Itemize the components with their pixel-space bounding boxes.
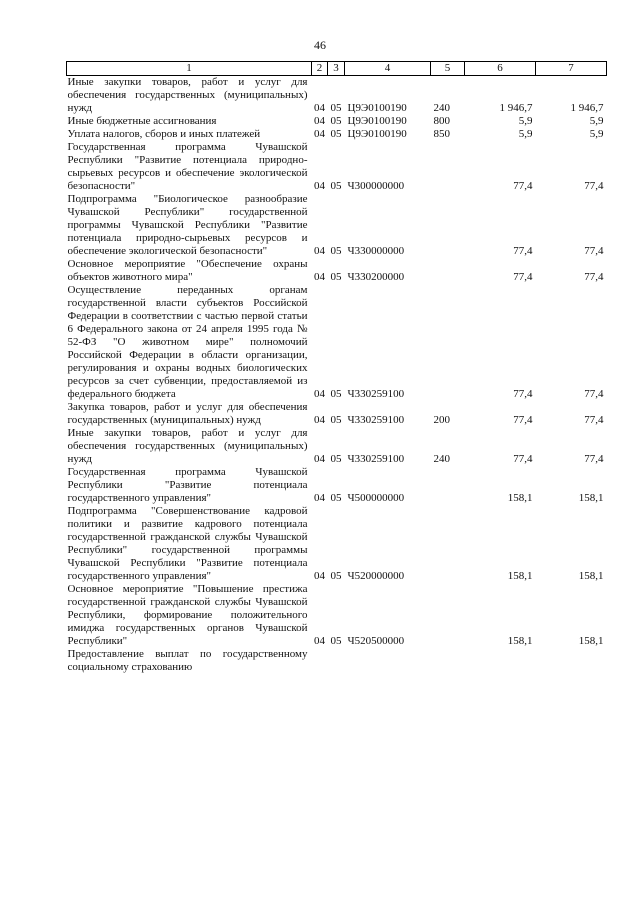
row-value-2: 77,4 bbox=[584, 271, 604, 283]
row-name: Основное мероприятие "Обеспечение охраны объектов животного мира" bbox=[67, 258, 308, 283]
row-section: 04 bbox=[314, 492, 325, 504]
row-name: Иные бюджетные ассигнования bbox=[67, 115, 217, 127]
row-value-1: 1 946,7 bbox=[499, 102, 533, 114]
row-target-code: Ч330259100 bbox=[347, 453, 405, 465]
row-section: 04 bbox=[314, 414, 325, 426]
row-value-1: 77,4 bbox=[513, 453, 533, 465]
row-section: 04 bbox=[314, 128, 325, 140]
row-target-code: Ц9Э0100190 bbox=[347, 115, 407, 127]
row-value-2: 77,4 bbox=[584, 414, 604, 426]
row-subsection: 05 bbox=[330, 115, 342, 127]
table-row bbox=[67, 284, 607, 401]
row-expense-type: 240 bbox=[433, 453, 450, 465]
row-value-1 bbox=[465, 648, 536, 674]
row-expense-type bbox=[431, 141, 465, 193]
row-subsection: 05 bbox=[330, 414, 342, 426]
header-row bbox=[67, 62, 607, 76]
table-row bbox=[67, 76, 607, 116]
row-target-code bbox=[345, 648, 431, 674]
row-section: 04 bbox=[314, 271, 325, 283]
table-row bbox=[67, 401, 607, 427]
row-section: 04 bbox=[314, 180, 325, 192]
row-subsection: 05 bbox=[330, 102, 342, 114]
row-expense-type bbox=[431, 284, 465, 401]
row-value-1: 77,4 bbox=[513, 271, 533, 283]
table-row bbox=[67, 141, 607, 193]
row-section: 04 bbox=[314, 102, 325, 114]
table-row bbox=[67, 466, 607, 505]
row-expense-type bbox=[431, 648, 465, 674]
row-name: Подпрограмма "Совершенствование кадровой политики и развитие кадрового потенциала государственной гражданской службы Чувашской Республики" государственной программы Чувашской Республики "Развитие потенциала государственного управления" bbox=[67, 505, 308, 582]
row-section: 04 bbox=[314, 570, 325, 582]
row-expense-type bbox=[431, 258, 465, 284]
row-name: Закупка товаров, работ и услуг для обеспечения государственных (муниципальных) нужд bbox=[67, 401, 308, 426]
row-name: Основное мероприятие "Повышение престижа государственной гражданской службы Чувашской Республики, формирование положительного имиджа государственных органов Чувашской Республики" bbox=[67, 583, 308, 647]
row-name: Иные закупки товаров, работ и услуг для обеспечения государственных (муниципальных) нужд bbox=[67, 76, 308, 114]
row-expense-type: 200 bbox=[433, 414, 450, 426]
row-value-2: 77,4 bbox=[584, 453, 604, 465]
row-target-code: Ч520500000 bbox=[347, 635, 405, 647]
row-target-code: Ч330259100 bbox=[347, 414, 405, 426]
row-value-2: 1 946,7 bbox=[570, 102, 604, 114]
row-value-2: 77,4 bbox=[584, 388, 604, 400]
row-subsection: 05 bbox=[330, 570, 342, 582]
row-value-1: 158,1 bbox=[507, 635, 533, 647]
row-section: 04 bbox=[314, 635, 325, 647]
row-subsection: 05 bbox=[330, 245, 342, 257]
table-row bbox=[67, 115, 607, 128]
row-section: 04 bbox=[314, 453, 325, 465]
row-value-2: 158,1 bbox=[578, 570, 604, 582]
row-target-code: Ч300000000 bbox=[347, 180, 405, 192]
row-value-1: 77,4 bbox=[513, 180, 533, 192]
row-name: Иные закупки товаров, работ и услуг для обеспечения государственных (муниципальных) нужд bbox=[67, 427, 308, 465]
row-name: Государственная программа Чувашской Республики "Развитие потенциала природно-сырьевых ресурсов и обеспечение экологической безопасности" bbox=[67, 141, 308, 192]
table-row bbox=[67, 583, 607, 648]
row-value-2: 77,4 bbox=[584, 245, 604, 257]
row-name: Государственная программа Чувашской Республики "Развитие потенциала государственного управления" bbox=[67, 466, 308, 504]
table-header bbox=[67, 62, 607, 76]
row-value-2: 158,1 bbox=[578, 635, 604, 647]
table-row bbox=[67, 258, 607, 284]
row-target-code: Ц9Э0100190 bbox=[347, 102, 407, 114]
row-target-code: Ч500000000 bbox=[347, 492, 405, 504]
row-value-1: 5,9 bbox=[518, 128, 533, 140]
row-subsection: 05 bbox=[330, 453, 342, 465]
table-body bbox=[67, 76, 607, 675]
row-subsection: 05 bbox=[330, 128, 342, 140]
header-col-6: 6 bbox=[465, 62, 536, 76]
table-row bbox=[67, 427, 607, 466]
row-expense-type bbox=[431, 466, 465, 505]
row-target-code: Ч330000000 bbox=[347, 245, 405, 257]
row-expense-type bbox=[431, 193, 465, 258]
budget-table bbox=[66, 61, 607, 674]
row-expense-type bbox=[431, 583, 465, 648]
table-row bbox=[67, 128, 607, 141]
row-subsection: 05 bbox=[330, 492, 342, 504]
row-name: Осуществление переданных органам государственной власти субъектов Российской Федерации в соответствии с частью первой статьи 6 Федерального закона от 24 апреля 1995 года № 52-ФЗ "О животном мире" полномочий Российской Федерации в области организации, регулирования и охраны водных биологических ресурсов за счет субвенции, предоставляемой из федерального бюджета bbox=[67, 284, 308, 400]
row-target-code: Ц9Э0100190 bbox=[347, 128, 407, 140]
table-row bbox=[67, 648, 607, 674]
page-number: 46 bbox=[314, 38, 326, 52]
row-target-code: Ч330200000 bbox=[347, 271, 405, 283]
row-value-2: 158,1 bbox=[578, 492, 604, 504]
header-col-3: 3 bbox=[328, 62, 345, 76]
row-target-code: Ч520000000 bbox=[347, 570, 405, 582]
table-row bbox=[67, 505, 607, 583]
row-value-2: 5,9 bbox=[589, 115, 604, 127]
header-col-1: 1 bbox=[67, 62, 312, 76]
row-section bbox=[312, 648, 328, 674]
row-subsection: 05 bbox=[330, 271, 342, 283]
row-expense-type: 240 bbox=[433, 102, 450, 114]
header-col-4: 4 bbox=[345, 62, 431, 76]
row-value-1: 77,4 bbox=[513, 388, 533, 400]
row-expense-type: 850 bbox=[433, 128, 450, 140]
row-value-1: 5,9 bbox=[518, 115, 533, 127]
row-value-1: 158,1 bbox=[507, 492, 533, 504]
row-name: Уплата налогов, сборов и иных платежей bbox=[67, 128, 261, 140]
row-expense-type: 800 bbox=[433, 115, 450, 127]
row-subsection: 05 bbox=[330, 635, 342, 647]
row-subsection: 05 bbox=[330, 180, 342, 192]
row-section: 04 bbox=[314, 245, 325, 257]
row-value-1: 158,1 bbox=[507, 570, 533, 582]
row-value-1: 77,4 bbox=[513, 414, 533, 426]
header-col-7: 7 bbox=[536, 62, 607, 76]
row-value-2 bbox=[536, 648, 607, 674]
row-name: Подпрограмма "Биологическое разнообразие Чувашской Республики" государственной программы Чувашской Республики "Развитие потенциала природно-сырьевых ресурсов и обеспечение экологической безопасности" bbox=[67, 193, 308, 257]
row-value-2: 77,4 bbox=[584, 180, 604, 192]
row-section: 04 bbox=[314, 115, 325, 127]
row-subsection: 05 bbox=[330, 388, 342, 400]
row-target-code: Ч330259100 bbox=[347, 388, 405, 400]
row-expense-type bbox=[431, 505, 465, 583]
row-section: 04 bbox=[314, 388, 325, 400]
row-subsection bbox=[328, 648, 345, 674]
row-value-2: 5,9 bbox=[589, 128, 604, 140]
row-value-1: 77,4 bbox=[513, 245, 533, 257]
header-col-2: 2 bbox=[312, 62, 328, 76]
row-name: Предоставление выплат по государственному социальному страхованию bbox=[67, 648, 308, 673]
table-row bbox=[67, 193, 607, 258]
header-col-5: 5 bbox=[431, 62, 465, 76]
